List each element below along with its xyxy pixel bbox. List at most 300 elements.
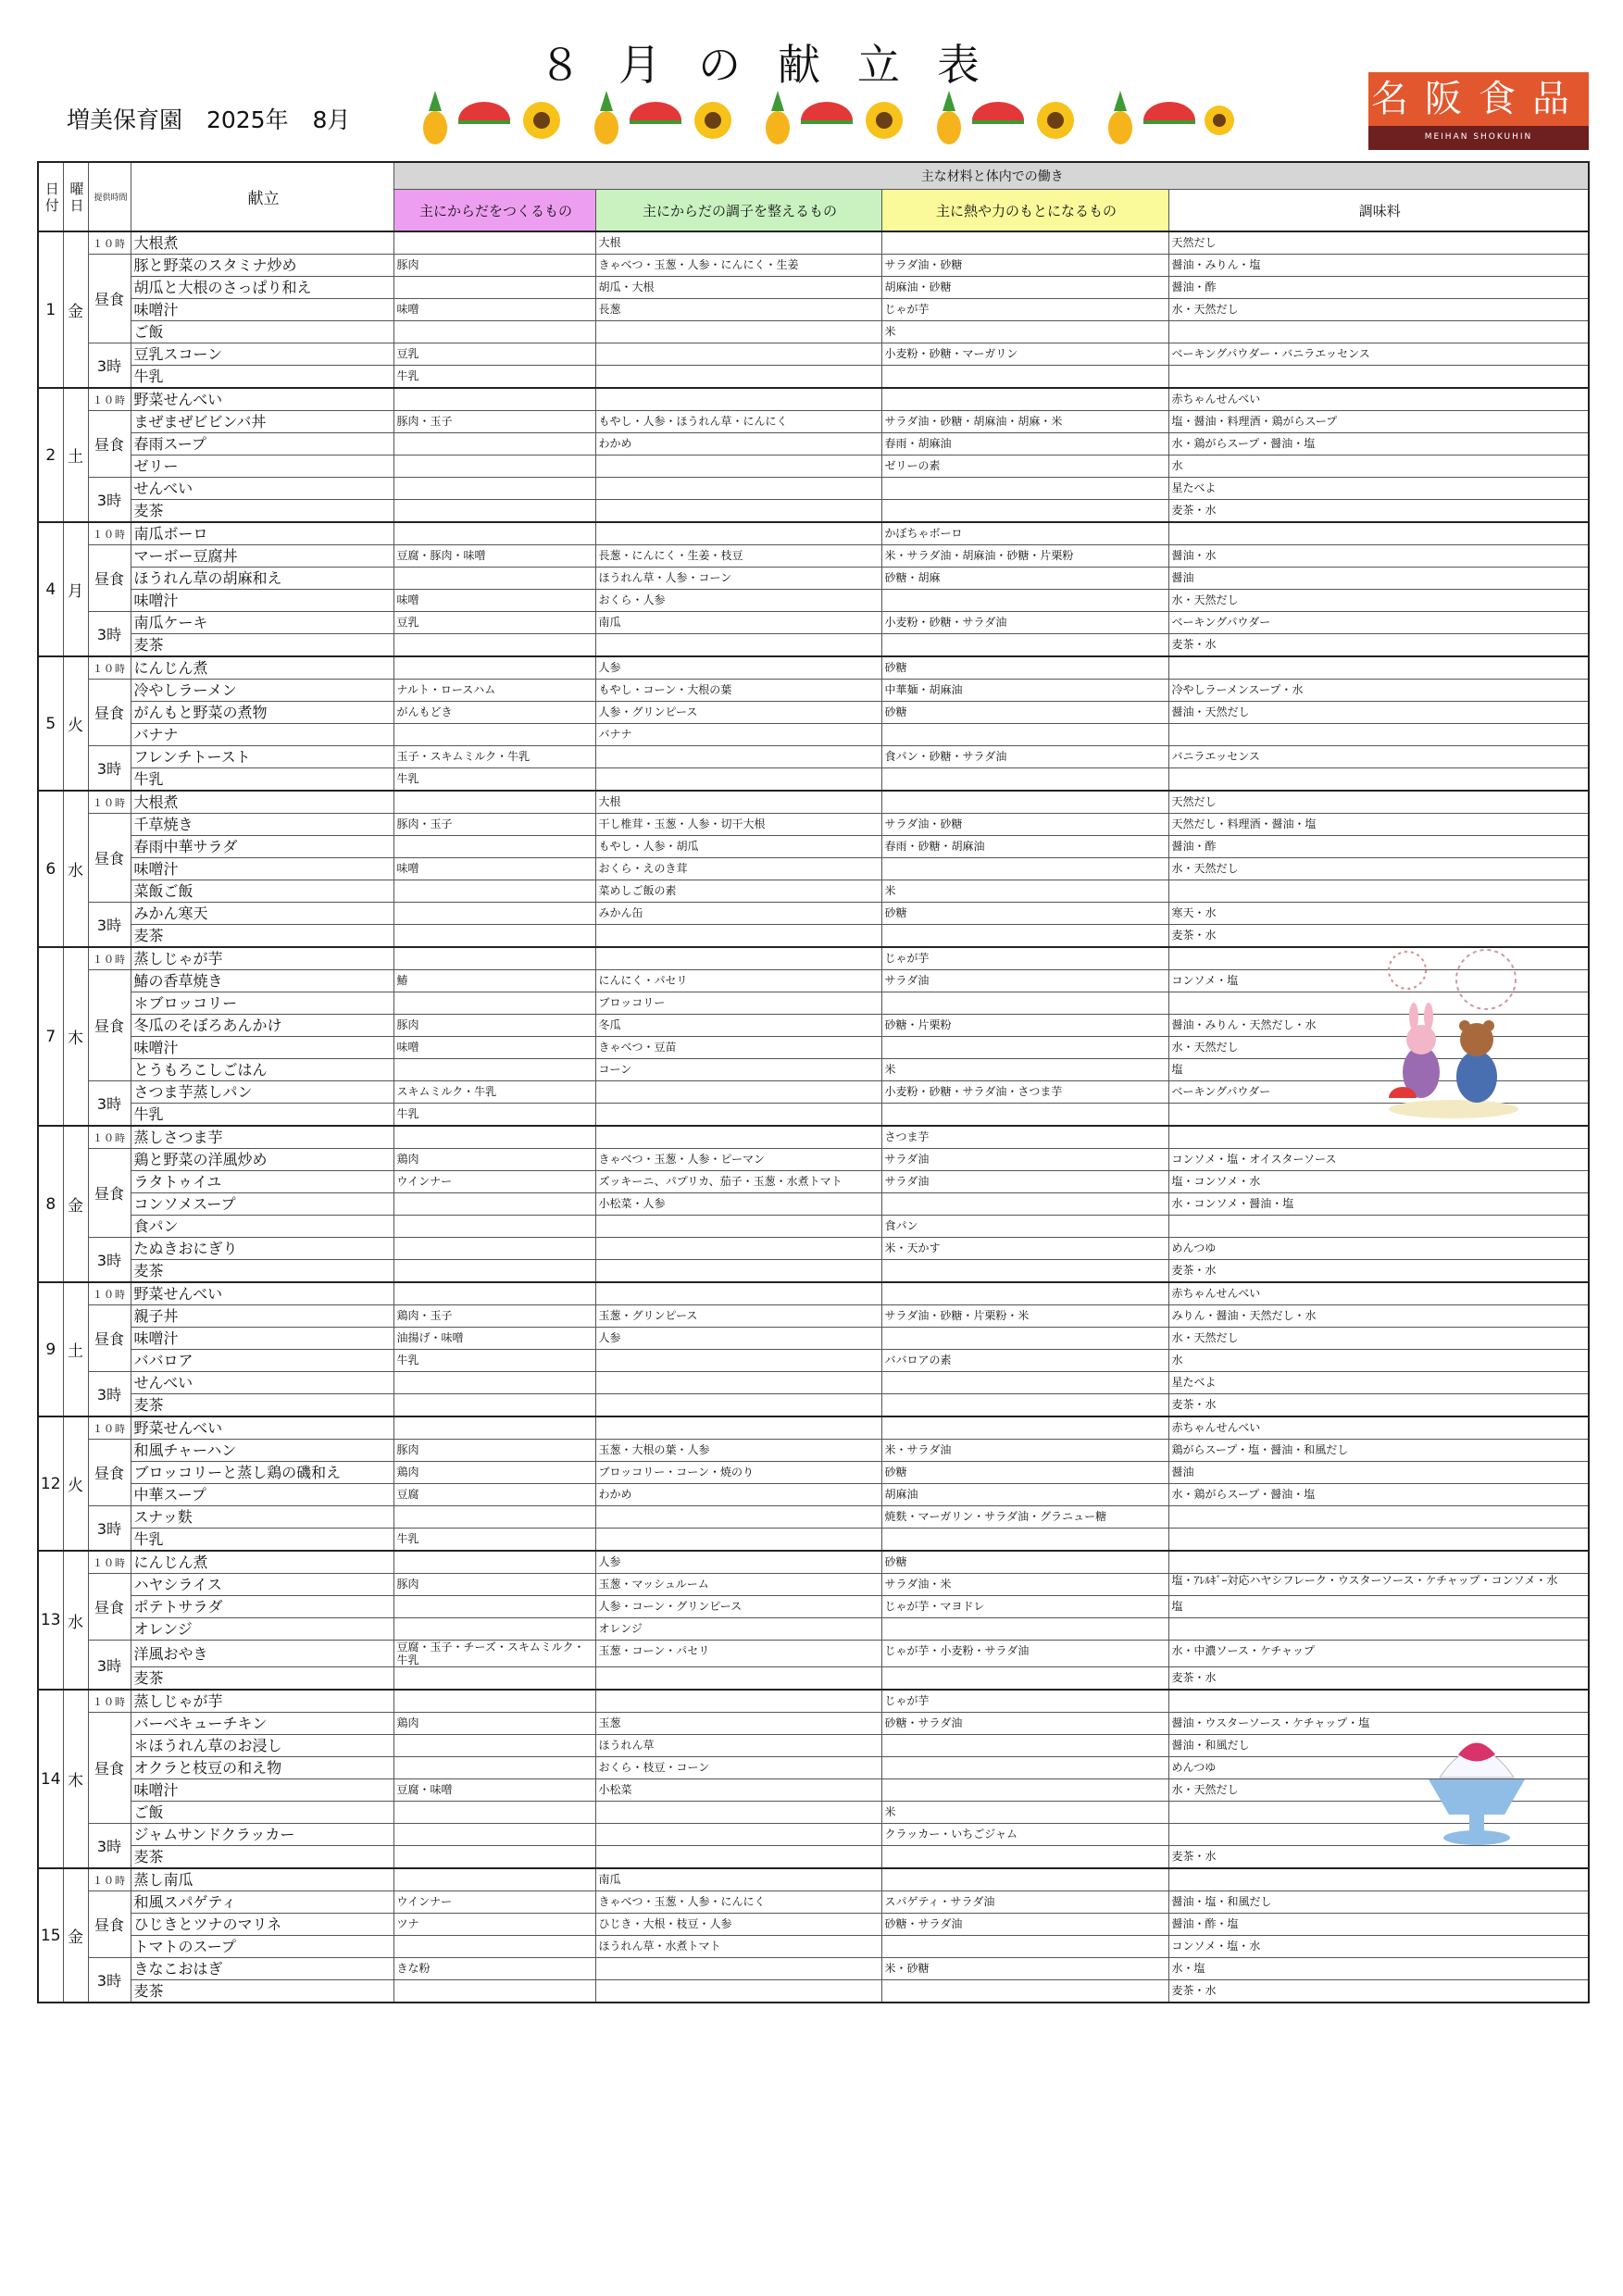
menu-row: [38, 1216, 1589, 1238]
menu-row: [38, 1350, 1589, 1372]
ingredient-red: 油揚げ・味噌: [393, 1328, 595, 1350]
dish-name: 洋風おやき: [131, 1641, 393, 1667]
ingredient-yellow: 小麦粉・砂糖・マーガリン: [881, 343, 1168, 366]
sunflower-icon: [523, 102, 560, 139]
ingredient-green: ほうれん草: [595, 1735, 881, 1757]
ingredient-yellow: 米・砂糖: [881, 1958, 1168, 1980]
dish-name: スナッ麩: [131, 1506, 393, 1529]
ingredient-green: 大根: [595, 231, 881, 255]
ingredient-red: [393, 1667, 595, 1691]
ingredient-green: わかめ: [595, 1484, 881, 1506]
ingredient-red: [393, 1282, 595, 1305]
seasoning: 水・塩: [1168, 1958, 1589, 1980]
sunflower-icon: [866, 102, 903, 139]
dish-name: 胡瓜と大根のさっぱり和え: [131, 277, 393, 299]
dish-name: ご飯: [131, 321, 393, 343]
ingredient-green: [595, 500, 881, 523]
seasoning: [1168, 1126, 1589, 1149]
menu-row: [38, 880, 1589, 903]
summer-decoration: [421, 83, 1236, 148]
ingredient-green: [595, 522, 881, 545]
ingredient-red: [393, 433, 595, 455]
ingredient-yellow: 小麦粉・砂糖・サラダ油: [881, 612, 1168, 634]
dish-name: 冷やしラーメン: [131, 680, 393, 702]
ingredient-green: [595, 947, 881, 970]
seasoning: 水・天然だし: [1168, 590, 1589, 612]
day-of-week: 火: [63, 1416, 88, 1551]
menu-row: [38, 1506, 1589, 1529]
ingredient-green: 玉葱・マッシュルーム: [595, 1574, 881, 1596]
seasoning: 醤油・酢: [1168, 277, 1589, 299]
ingredient-yellow: 砂糖: [881, 1462, 1168, 1484]
ingredient-green: [595, 1126, 881, 1149]
menu-row: [38, 411, 1589, 433]
ingredient-yellow: サラダ油・砂糖: [881, 814, 1168, 836]
ingredient-green: [595, 1238, 881, 1260]
dish-name: ほうれん草の胡麻和え: [131, 568, 393, 590]
ingredient-yellow: じゃが芋・小麦粉・サラダ油: [881, 1641, 1168, 1667]
dish-name: 野菜せんべい: [131, 388, 393, 411]
seasoning: 醤油・和風だし: [1168, 1735, 1589, 1757]
ingredient-yellow: サラダ油: [881, 1171, 1168, 1193]
serving-time: 3時: [88, 478, 131, 523]
menu-row: [38, 612, 1589, 634]
ingredient-green: [595, 1980, 881, 2003]
dish-name: にんじん煮: [131, 656, 393, 680]
serving-time: 昼食: [88, 255, 131, 343]
dish-name: 豆乳スコーン: [131, 343, 393, 366]
watermelon-icon: [1143, 102, 1195, 124]
ingredient-green: 人参: [595, 656, 881, 680]
ingredient-yellow: [881, 1618, 1168, 1641]
ingredient-red: [393, 1551, 595, 1574]
menu-row: [38, 277, 1589, 299]
ingredient-green: 玉葱・グリンピース: [595, 1305, 881, 1328]
ingredient-yellow: [881, 791, 1168, 814]
seasoning: [1168, 1618, 1589, 1641]
ingredient-red: [393, 947, 595, 970]
ingredient-red: 豚肉: [393, 1015, 595, 1037]
ingredient-green: [595, 1802, 881, 1824]
ingredient-yellow: [881, 768, 1168, 792]
seasoning: 冷やしラーメンスープ・水: [1168, 680, 1589, 702]
menu-row: [38, 634, 1589, 657]
ingredient-green: バナナ: [595, 724, 881, 746]
page-title: ８月の献立表: [539, 40, 1017, 90]
ingredient-red: [393, 522, 595, 545]
dish-name: 牛乳: [131, 768, 393, 792]
ingredient-green: 長葱: [595, 299, 881, 321]
menu-row: [38, 1574, 1589, 1596]
ingredient-yellow: じゃが芋: [881, 299, 1168, 321]
ingredient-green: 小松菜: [595, 1779, 881, 1802]
ingredient-green: 大根: [595, 791, 881, 814]
menu-row: [38, 1126, 1589, 1149]
ingredient-yellow: 砂糖: [881, 903, 1168, 925]
ingredient-green: 南瓜: [595, 612, 881, 634]
ingredient-green: [595, 1958, 881, 1980]
ingredient-green: ほうれん草・水煮トマト: [595, 1936, 881, 1958]
ingredient-red: 鶏肉: [393, 1149, 595, 1171]
ingredient-red: 味噌: [393, 858, 595, 880]
ingredient-green: 菜めしご飯の素: [595, 880, 881, 903]
ingredient-green: [595, 366, 881, 389]
day-number: 15: [38, 1868, 63, 2003]
dish-name: コンソメスープ: [131, 1193, 393, 1216]
seasoning: 水・天然だし: [1168, 858, 1589, 880]
dish-name: 麦茶: [131, 1394, 393, 1417]
dish-name: 牛乳: [131, 366, 393, 389]
nursery-name: 増美保育園: [67, 106, 183, 133]
ingredient-yellow: [881, 1846, 1168, 1869]
serving-time: 3時: [88, 1372, 131, 1417]
dish-name: 麦茶: [131, 1260, 393, 1283]
sunflower-icon: [694, 102, 731, 139]
ingredient-green: [595, 768, 881, 792]
seasoning: 醤油・水: [1168, 545, 1589, 568]
ingredient-red: [393, 568, 595, 590]
watermelon-icon: [458, 102, 510, 124]
menu-row: [38, 1914, 1589, 1936]
seasoning: [1168, 1529, 1589, 1552]
menu-row: [38, 1372, 1589, 1394]
ingredient-yellow: 焼麩・マーガリン・サラダ油・グラニュー糖: [881, 1506, 1168, 1529]
ingredient-green: [595, 1081, 881, 1104]
serving-time: 昼食: [88, 545, 131, 612]
menu-row: [38, 746, 1589, 768]
seasoning: 醤油・酢: [1168, 836, 1589, 858]
pineapple-icon: [937, 91, 961, 144]
menu-row: [38, 1059, 1589, 1081]
ingredient-red: [393, 1416, 595, 1440]
menu-row: [38, 858, 1589, 880]
ingredient-yellow: 胡麻油・砂糖: [881, 277, 1168, 299]
ingredient-yellow: 米: [881, 880, 1168, 903]
dish-name: トマトのスープ: [131, 1936, 393, 1958]
ingredient-yellow: 砂糖: [881, 702, 1168, 724]
dish-name: せんべい: [131, 478, 393, 500]
ingredient-red: [393, 1936, 595, 1958]
seasoning: 水・鶏がらスープ・醤油・塩: [1168, 433, 1589, 455]
seasoning: 麦茶・水: [1168, 925, 1589, 948]
watermelon-icon: [972, 102, 1024, 124]
dish-name: 春雨スープ: [131, 433, 393, 455]
menu-row: [38, 568, 1589, 590]
ingredient-red: 牛乳: [393, 1350, 595, 1372]
ingredient-green: [595, 343, 881, 366]
menu-row: [38, 1149, 1589, 1171]
ingredient-green: [595, 1667, 881, 1691]
ingredient-yellow: [881, 1667, 1168, 1691]
ingredient-yellow: [881, 231, 1168, 255]
ingredient-green: [595, 1846, 881, 1869]
ingredient-red: [393, 836, 595, 858]
seasoning: 水・中濃ソース・ケチャップ: [1168, 1641, 1589, 1667]
dish-name: ＊ほうれん草のお浸し: [131, 1735, 393, 1757]
pineapple-icon: [1108, 91, 1132, 144]
sunflower-icon: [1037, 102, 1074, 139]
ingredient-green: [595, 1824, 881, 1846]
seasoning: 赤ちゃんせんべい: [1168, 388, 1589, 411]
dish-name: 中華スープ: [131, 1484, 393, 1506]
ingredient-yellow: [881, 1868, 1168, 1891]
menu-row: [38, 992, 1589, 1015]
ingredient-yellow: [881, 1779, 1168, 1802]
ingredient-red: 鶏肉・玉子: [393, 1305, 595, 1328]
ingredient-green: [595, 321, 881, 343]
day-of-week: 金: [63, 1126, 88, 1282]
menu-row: [38, 656, 1589, 680]
ingredient-green: [595, 455, 881, 478]
seasoning: 水・天然だし: [1168, 1328, 1589, 1350]
serving-time: 3時: [88, 1824, 131, 1869]
day-of-week: 水: [63, 1551, 88, 1690]
ingredient-yellow: [881, 1936, 1168, 1958]
dish-name: 蒸し南瓜: [131, 1868, 393, 1891]
menu-row: [38, 343, 1589, 366]
ingredient-green: きゃべつ・豆苗: [595, 1037, 881, 1059]
seasoning: 醤油・みりん・塩: [1168, 255, 1589, 277]
ingredient-red: 鶏肉: [393, 1713, 595, 1735]
dish-name: 蒸しさつま芋: [131, 1126, 393, 1149]
ingredient-red: [393, 1735, 595, 1757]
ingredient-red: ツナ: [393, 1914, 595, 1936]
menu-row: [38, 680, 1589, 702]
ingredient-green: [595, 1506, 881, 1529]
serving-time: 昼食: [88, 1149, 131, 1238]
menu-row: [38, 1037, 1589, 1059]
ingredient-yellow: 砂糖・胡麻: [881, 568, 1168, 590]
seasoning: 水・コンソメ・醤油・塩: [1168, 1193, 1589, 1216]
ingredient-red: きな粉: [393, 1958, 595, 1980]
day-of-week: 金: [63, 231, 88, 388]
seasoning: 麦茶・水: [1168, 1980, 1589, 2003]
menu-row: [38, 366, 1589, 389]
day-of-week: 水: [63, 791, 88, 947]
seasoning: 水: [1168, 455, 1589, 478]
menu-row: [38, 1735, 1589, 1757]
dish-name: ゼリー: [131, 455, 393, 478]
ingredient-red: 豚肉: [393, 1574, 595, 1596]
ingredient-yellow: [881, 1282, 1168, 1305]
ingredient-red: スキムミルク・牛乳: [393, 1081, 595, 1104]
dish-name: ババロア: [131, 1350, 393, 1372]
menu-row: [38, 1779, 1589, 1802]
ingredient-red: [393, 1238, 595, 1260]
menu-row: [38, 1529, 1589, 1552]
menu-row: [38, 1015, 1589, 1037]
serving-time: 3時: [88, 343, 131, 389]
ingredient-red: [393, 1846, 595, 1869]
seasoning: めんつゆ: [1168, 1757, 1589, 1779]
ingredient-yellow: じゃが芋: [881, 1690, 1168, 1713]
dish-name: 牛乳: [131, 1104, 393, 1127]
menu-row: [38, 1193, 1589, 1216]
ingredient-red: [393, 1618, 595, 1641]
ingredient-red: 鰆: [393, 970, 595, 992]
menu-row: [38, 1936, 1589, 1958]
ingredient-green: 小松菜・人参: [595, 1193, 881, 1216]
seasoning: [1168, 321, 1589, 343]
ingredient-green: みかん缶: [595, 903, 881, 925]
ingredient-red: [393, 1260, 595, 1283]
dish-name: 麦茶: [131, 1667, 393, 1691]
ingredient-yellow: 米・サラダ油・胡麻油・砂糖・片栗粉: [881, 545, 1168, 568]
ingredient-yellow: [881, 388, 1168, 411]
ingredient-yellow: サラダ油・砂糖・胡麻油・胡麻・米: [881, 411, 1168, 433]
menu-row: [38, 1641, 1589, 1667]
menu-row: [38, 321, 1589, 343]
day-number: 5: [38, 656, 63, 791]
ingredient-green: [595, 1529, 881, 1552]
ingredient-yellow: 砂糖: [881, 656, 1168, 680]
ingredient-red: [393, 791, 595, 814]
menu-row: [38, 500, 1589, 523]
dish-name: せんべい: [131, 1372, 393, 1394]
ingredient-red: 豆乳: [393, 343, 595, 366]
dish-name: 大根煮: [131, 791, 393, 814]
ingredient-red: 豆腐・豚肉・味噌: [393, 545, 595, 568]
menu-row: [38, 702, 1589, 724]
ingredient-red: ウインナー: [393, 1171, 595, 1193]
ingredient-yellow: [881, 1328, 1168, 1350]
menu-row: [38, 522, 1589, 545]
dish-name: 千草焼き: [131, 814, 393, 836]
seasoning: 天然だし・料理酒・醤油・塩: [1168, 814, 1589, 836]
serving-time: １０時: [88, 1416, 131, 1440]
dish-name: 味噌汁: [131, 1328, 393, 1350]
ingredient-green: 人参・グリンピース: [595, 702, 881, 724]
ingredient-green: [595, 1260, 881, 1283]
ingredient-green: ズッキーニ、パプリカ、茄子・玉葱・水煮トマト: [595, 1171, 881, 1193]
menu-row: [38, 836, 1589, 858]
ingredient-red: [393, 1372, 595, 1394]
seasoning: 水: [1168, 1350, 1589, 1372]
ingredient-red: [393, 1980, 595, 2003]
menu-row: [38, 1328, 1589, 1350]
ingredient-yellow: 砂糖・片栗粉: [881, 1015, 1168, 1037]
day-number: 13: [38, 1551, 63, 1690]
menu-row: [38, 590, 1589, 612]
ingredient-yellow: [881, 590, 1168, 612]
dish-name: ジャムサンドクラッカー: [131, 1824, 393, 1846]
seasoning: [1168, 1216, 1589, 1238]
menu-row: [38, 1260, 1589, 1283]
ingredient-red: 牛乳: [393, 1529, 595, 1552]
serving-time: 3時: [88, 612, 131, 657]
menu-row: [38, 1394, 1589, 1417]
ingredient-green: 人参: [595, 1551, 881, 1574]
ingredient-green: ほうれん草・人参・コーン: [595, 568, 881, 590]
dish-name: にんじん煮: [131, 1551, 393, 1574]
ingredient-red: 味噌: [393, 590, 595, 612]
seasoning: 醤油・ウスターソース・ケチャップ・塩: [1168, 1713, 1589, 1735]
ingredient-yellow: [881, 1372, 1168, 1394]
menu-row: [38, 455, 1589, 478]
menu-row: [38, 1462, 1589, 1484]
seasoning: ベーキングパウダー: [1168, 1081, 1589, 1104]
ingredient-red: 牛乳: [393, 366, 595, 389]
seasoning: 塩・ｱﾚﾙｷﾞｰ対応ハヤシフレーク・ウスターソース・ケチャップ・コンソメ・水: [1168, 1574, 1589, 1596]
dish-name: 菜飯ご飯: [131, 880, 393, 903]
ingredient-yellow: 胡麻油: [881, 1484, 1168, 1506]
header-dow: 曜日: [63, 162, 88, 231]
ingredient-red: [393, 1802, 595, 1824]
dish-name: 南瓜ボーロ: [131, 522, 393, 545]
seasoning: コンソメ・塩・水: [1168, 1936, 1589, 1958]
ingredient-red: ナルト・ロースハム: [393, 680, 595, 702]
day-of-week: 土: [63, 388, 88, 522]
seasoning: [1168, 1868, 1589, 1891]
menu-row: [38, 478, 1589, 500]
ingredient-yellow: 米: [881, 1059, 1168, 1081]
ingredient-yellow: ゼリーの素: [881, 455, 1168, 478]
day-of-week: 金: [63, 1868, 88, 2003]
ingredient-red: 豚肉: [393, 255, 595, 277]
ingredient-yellow: [881, 858, 1168, 880]
seasoning: [1168, 1690, 1589, 1713]
menu-row: [38, 1958, 1589, 1980]
ingredient-yellow: クラッカー・いちごジャム: [881, 1824, 1168, 1846]
ingredient-red: [393, 1394, 595, 1417]
seasoning: 寒天・水: [1168, 903, 1589, 925]
ingredient-green: 長葱・にんにく・生姜・枝豆: [595, 545, 881, 568]
header-dish: 献立: [131, 162, 393, 231]
ingredient-red: 豆乳: [393, 612, 595, 634]
serving-time: 昼食: [88, 1713, 131, 1824]
dish-name: ブロッコリーと蒸し鶏の磯和え: [131, 1462, 393, 1484]
serving-time: １０時: [88, 791, 131, 814]
ingredient-green: オレンジ: [595, 1618, 881, 1641]
ingredient-red: 玉子・スキムミルク・牛乳: [393, 746, 595, 768]
menu-row: [38, 1596, 1589, 1618]
ingredient-green: [595, 1690, 881, 1713]
ingredient-yellow: じゃが芋・マヨドレ: [881, 1596, 1168, 1618]
ingredient-red: [393, 231, 595, 255]
ingredient-red: [393, 1506, 595, 1529]
ingredient-green: [595, 1216, 881, 1238]
ingredient-yellow: 春雨・胡麻油: [881, 433, 1168, 455]
ingredient-yellow: [881, 1529, 1168, 1552]
serving-time: １０時: [88, 1126, 131, 1149]
ingredient-yellow: 米・天かす: [881, 1238, 1168, 1260]
dish-name: 食パン: [131, 1216, 393, 1238]
dish-name: 鰆の香草焼き: [131, 970, 393, 992]
menu-row: [38, 1802, 1589, 1824]
seasoning: 醤油・天然だし: [1168, 702, 1589, 724]
ingredient-red: [393, 880, 595, 903]
ingredient-green: [595, 388, 881, 411]
brand-name: 名阪食品: [1368, 72, 1589, 126]
ingredient-red: 豚肉・玉子: [393, 411, 595, 433]
seasoning: 塩: [1168, 1059, 1589, 1081]
ingredient-yellow: [881, 1104, 1168, 1127]
ingredient-yellow: 小麦粉・砂糖・サラダ油・さつま芋: [881, 1081, 1168, 1104]
dish-name: ラタトゥイユ: [131, 1171, 393, 1193]
serving-time: １０時: [88, 1282, 131, 1305]
menu-row: [38, 1282, 1589, 1305]
menu-row: [38, 1305, 1589, 1328]
serving-time: 3時: [88, 1238, 131, 1283]
dish-name: 鶏と野菜の洋風炒め: [131, 1149, 393, 1171]
ingredient-red: [393, 1216, 595, 1238]
menu-row: [38, 255, 1589, 277]
ingredient-yellow: 砂糖・サラダ油: [881, 1914, 1168, 1936]
seasoning: 塩: [1168, 1596, 1589, 1618]
dish-name: ポテトサラダ: [131, 1596, 393, 1618]
ingredient-green: [595, 1282, 881, 1305]
seasoning: 天然だし: [1168, 791, 1589, 814]
